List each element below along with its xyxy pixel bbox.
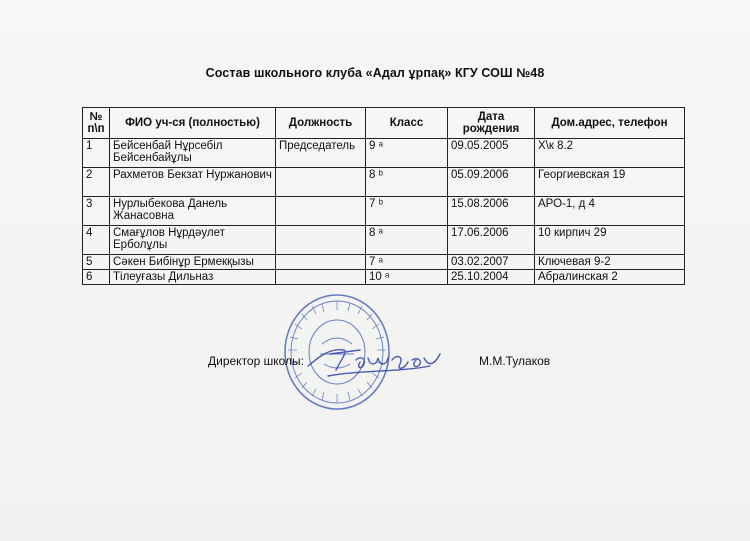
cell-fio: Бейсенбай Нұрсебіл Бейсенбайұлы [110,139,276,168]
table-row [83,226,685,255]
cell-position: Председатель [276,139,366,168]
cell-birth: 09.05.2005 [448,139,535,168]
members-table [82,107,685,285]
cell-birth: 05.09.2006 [448,168,535,197]
cell-address: 10 кирпич 29 [535,226,685,255]
document-title: Состав школьного клуба «Адал ұрпақ» КГУ СОШ №48 [205,66,545,80]
header-fio: ФИО уч-ся (полностью) [110,108,276,139]
director-name: М.М.Тулаков [479,354,551,368]
cell-address: Х\к 8.2 [535,139,685,168]
cell-num: 5 [83,255,110,270]
cell-num: 4 [83,226,110,255]
header-num: № п\п [83,108,110,139]
director-label: Директор школы: [208,354,304,368]
header-class: Класс [366,108,448,139]
cell-fio: Рахметов Бекзат Нуржанович [110,168,276,197]
table-header-row [83,108,685,139]
cell-position [276,226,366,255]
cell-num: 2 [83,168,110,197]
cell-birth: 15.08.2006 [448,197,535,226]
table-row [83,139,685,168]
cell-class: 7 ᵃ [366,255,448,270]
cell-birth: 17.06.2006 [448,226,535,255]
cell-address: Ключевая 9-2 [535,255,685,270]
cell-num: 1 [83,139,110,168]
cell-class: 7 ᵇ [366,197,448,226]
cell-birth: 25.10.2004 [448,270,535,285]
handwritten-signature [300,336,450,386]
cell-fio: Смағұлов Нұрдәулет Ерболұлы [110,226,276,255]
cell-fio: Сәкен Бибінұр Ермекқызы [110,255,276,270]
cell-address: АРО-1, д 4 [535,197,685,226]
cell-birth: 03.02.2007 [448,255,535,270]
cell-address: Абралинская 2 [535,270,685,285]
table-row [83,168,685,197]
cell-class: 8 ᵃ [366,226,448,255]
table-row [83,270,685,285]
cell-fio: Нурлыбекова Данель Жанасовна [110,197,276,226]
cell-class: 9 ᵃ [366,139,448,168]
cell-position [276,255,366,270]
table-row [83,197,685,226]
cell-position [276,197,366,226]
cell-position [276,270,366,285]
header-birth: Дата рождения [448,108,535,139]
header-position: Должность [276,108,366,139]
header-address: Дом.адрес, телефон [535,108,685,139]
cell-position [276,168,366,197]
cell-address: Георгиевская 19 [535,168,685,197]
cell-num: 6 [83,270,110,285]
cell-class: 10 ᵃ [366,270,448,285]
cell-num: 3 [83,197,110,226]
table-row [83,255,685,270]
cell-class: 8 ᵇ [366,168,448,197]
cell-fio: Тілеуғазы Дильназ [110,270,276,285]
